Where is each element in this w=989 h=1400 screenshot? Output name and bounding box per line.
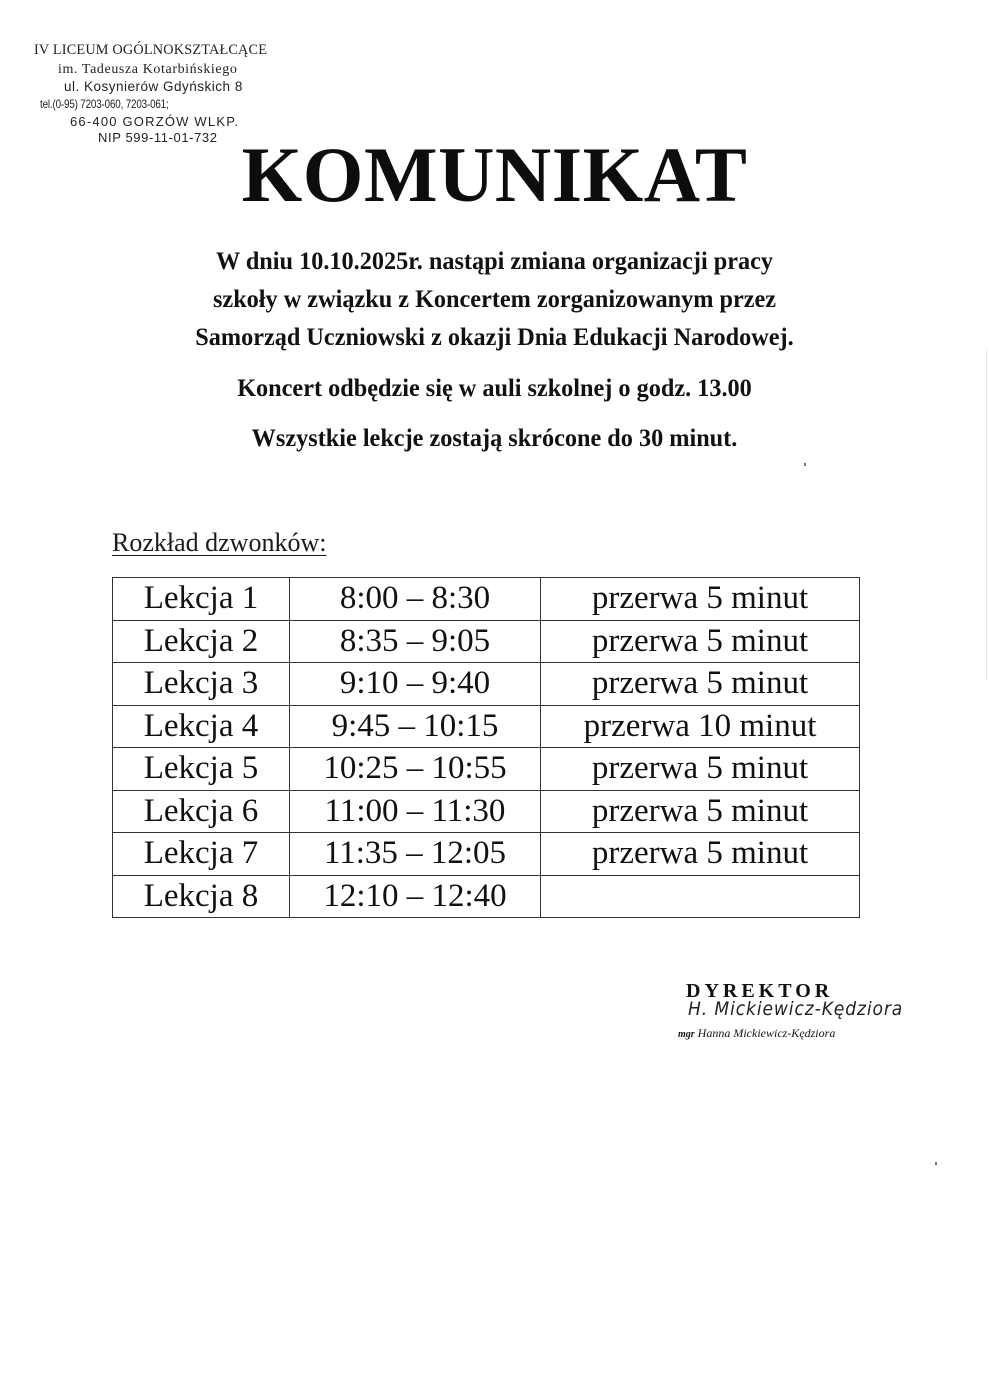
stamp-school-name: IV LICEUM OGÓLNOKSZTAŁCĄCE xyxy=(34,42,268,58)
lesson-cell: Lekcja 7 xyxy=(113,833,290,876)
time-cell: 8:35 – 9:05 xyxy=(290,620,541,663)
signatory-prefix: mgr xyxy=(678,1029,695,1040)
time-cell: 10:25 – 10:55 xyxy=(290,748,541,791)
break-cell: przerwa 5 minut xyxy=(541,833,860,876)
signatory-full-name: Hanna Mickiewicz-Kędziora xyxy=(697,1026,836,1040)
lesson-cell: Lekcja 3 xyxy=(113,663,290,706)
table-row xyxy=(113,748,860,791)
break-cell: przerwa 5 minut xyxy=(541,578,860,621)
table-row xyxy=(113,875,860,918)
scan-speck xyxy=(935,1162,937,1165)
table-row xyxy=(113,620,860,663)
scan-speck xyxy=(804,463,806,466)
announcement-line-1: W dniu 10.10.2025r. nastąpi zmiana organizacji pracy xyxy=(215,248,774,275)
lesson-cell: Lekcja 6 xyxy=(113,790,290,833)
break-cell: przerwa 5 minut xyxy=(541,663,860,706)
director-signature-block xyxy=(676,980,956,1060)
announcement-line-2: szkoły w związku z Koncertem zorganizowanym przez xyxy=(212,286,776,313)
time-cell: 11:35 – 12:05 xyxy=(290,833,541,876)
lesson-cell: Lekcja 5 xyxy=(113,748,290,791)
signature-title: DYREKTOR xyxy=(686,980,834,1002)
lesson-cell: Lekcja 4 xyxy=(113,705,290,748)
time-cell: 9:10 – 9:40 xyxy=(290,663,541,706)
table-row xyxy=(113,663,860,706)
break-cell: przerwa 5 minut xyxy=(541,748,860,791)
announcement-line-3: Samorząd Uczniowski z okazji Dnia Edukacji Narodowej. xyxy=(195,324,794,351)
concert-info: Koncert odbędzie się w auli szkolnej o godz. 13.00 xyxy=(237,375,752,402)
table-row xyxy=(113,833,860,876)
table-row xyxy=(113,578,860,621)
stamp-city: 66-400 GORZÓW WLKP. xyxy=(70,114,240,129)
lesson-cell: Lekcja 1 xyxy=(113,578,290,621)
break-cell: przerwa 10 minut xyxy=(541,705,860,748)
stamp-nip: NIP 599-11-01-732 xyxy=(98,130,218,145)
bell-schedule-table xyxy=(112,577,860,918)
lesson-cell: Lekcja 8 xyxy=(113,875,290,918)
signatory-name xyxy=(678,1026,835,1041)
time-cell: 12:10 – 12:40 xyxy=(290,875,541,918)
break-cell: przerwa 5 minut xyxy=(541,620,860,663)
document-title: KOMUNIKAT xyxy=(241,131,748,218)
bell-schedule-label: Rozkład dzwonków: xyxy=(112,528,327,557)
time-cell: 11:00 – 11:30 xyxy=(290,790,541,833)
table-row xyxy=(113,790,860,833)
stamp-patron: im. Tadeusza Kotarbińskiego xyxy=(58,62,238,77)
stamp-street: ul. Kosynierów Gdyńskich 8 xyxy=(64,79,243,94)
time-cell: 9:45 – 10:15 xyxy=(290,705,541,748)
stamp-phone: tel.(0-95) 7203-060, 7203-061; xyxy=(40,97,169,111)
scan-artifact-line xyxy=(986,350,987,680)
handwritten-signature: H. Mickiewicz-Kędziora xyxy=(688,998,904,1020)
time-cell: 8:00 – 8:30 xyxy=(290,578,541,621)
lesson-cell: Lekcja 2 xyxy=(113,620,290,663)
lessons-shortened-info: Wszystkie lekcje zostają skrócone do 30 minut. xyxy=(251,425,738,452)
break-cell: przerwa 5 minut xyxy=(541,790,860,833)
table-row xyxy=(113,705,860,748)
break-cell xyxy=(541,875,860,918)
